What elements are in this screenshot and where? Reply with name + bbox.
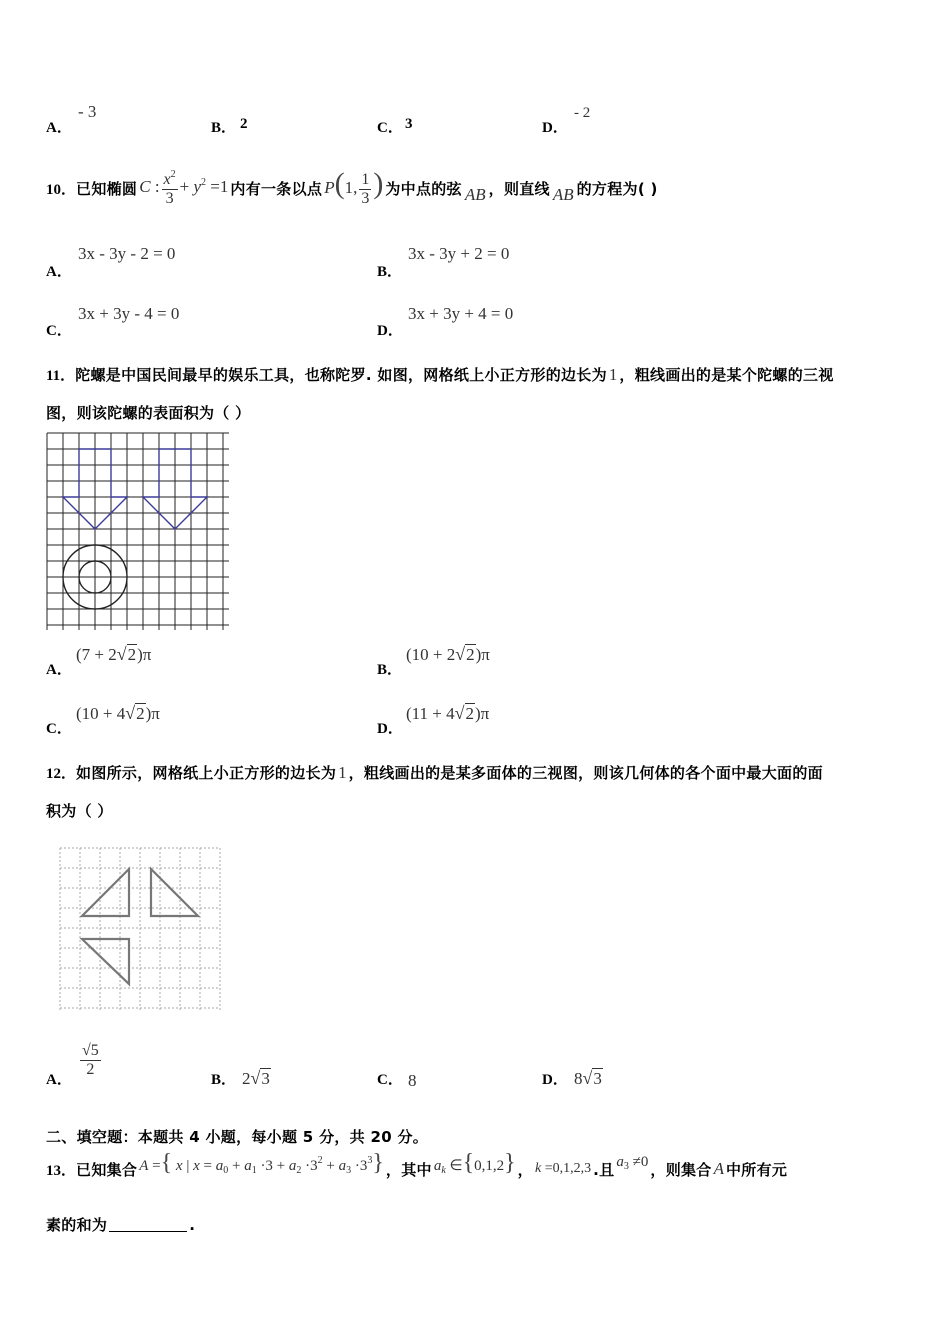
q10-option-c-label: C． xyxy=(46,323,72,339)
q11-option-d-post: )π xyxy=(475,703,490,723)
q10-option-d-expr: 3x + 3y + 4 = 0 xyxy=(408,304,514,323)
q12-option-d-pre: 8 xyxy=(574,1068,583,1088)
q13-text-1: 已知集合 xyxy=(76,1160,138,1179)
q12-stem-line-2: 积为（ ） xyxy=(46,802,113,820)
q13-answer-blank[interactable] xyxy=(109,1217,187,1232)
q13-number: 13． xyxy=(46,1162,77,1179)
q11-option-a-expr: (7 + 2 √ 2 )π xyxy=(76,644,152,664)
q9-option-a-label: A． xyxy=(46,120,72,136)
q9-option-a-value: - 3 xyxy=(78,102,97,121)
q11-text-1: 陀螺是中国民间最早的娱乐工具，也称陀罗. 如图，网格纸上小正方形的边长为 xyxy=(75,366,607,384)
q12-option-a-label: A． xyxy=(46,1072,72,1088)
q13-text-line-2: 素的和为 xyxy=(46,1216,108,1234)
q11-grid xyxy=(47,433,229,630)
q11-option-a-label: A． xyxy=(46,662,72,678)
q10-option-b-label: B． xyxy=(377,264,403,280)
q13-text-2: ，其中 xyxy=(385,1160,432,1179)
q11-text-1b: ，粗线画出的是某个陀螺的三视 xyxy=(619,366,834,384)
q10-number: 10． xyxy=(46,181,77,198)
q13-stem-line-1 xyxy=(46,1148,787,1190)
q9-option-c-label: C． xyxy=(377,120,403,136)
q12-option-d-label: D． xyxy=(542,1072,568,1088)
q12-option-b-pre: 2 xyxy=(242,1068,251,1088)
q13-coefficient-set: $a_k$ ∈{0,1,2} xyxy=(433,1149,516,1176)
q12-option-b-label: B． xyxy=(211,1072,237,1088)
q10-text-2: 内有一条以点 xyxy=(230,179,323,198)
q12-three-view-figure xyxy=(56,844,224,1014)
q13-text-4: .且 xyxy=(593,1160,615,1179)
q12-text-1b: ，粗线画出的是某多面体的三视图，则该几何体的各个面中最大面的面 xyxy=(348,764,823,782)
q10-option-c-expr: 3x + 3y - 4 = 0 xyxy=(78,304,180,323)
q12-side-view xyxy=(151,869,198,916)
q12-option-a-denominator: 2 xyxy=(86,1060,95,1078)
q11-option-b-radicand: 2 xyxy=(466,645,475,664)
section-2-heading: 二、填空题：本题共 4 小题，每小题 5 分，共 20 分。 xyxy=(46,1128,429,1146)
q13-condition: $a_3 \ne 0$ xyxy=(616,1154,649,1172)
q11-option-c-label: C． xyxy=(46,721,72,737)
q11-option-d-pre: (11 + 4 xyxy=(406,703,455,723)
q11-option-b-expr: (10 + 2 √ 2 )π xyxy=(406,644,490,664)
q11-unit-length: 1 xyxy=(608,364,618,384)
q11-option-b-label: B． xyxy=(377,662,403,678)
q11-stem-line-2: 图，则该陀螺的表面积为（ ） xyxy=(46,404,251,422)
q13-set-a-formula: A ={ x | $x = a_0 + a_1 \cdot 3 + a_2 \cdot 3^2 + a_3 \cdot 3^3$} xyxy=(139,1149,384,1176)
q10-text-4: ，则直线 xyxy=(488,179,550,198)
q10-chord-ab: AB xyxy=(464,185,486,204)
q11-stem-line-1 xyxy=(46,364,834,385)
q12-grid xyxy=(60,848,220,1010)
q10-line-ab: AB xyxy=(552,185,574,204)
q11-option-d-expr: (11 + 4 √ 2 )π xyxy=(406,703,490,723)
q10-option-d-label: D． xyxy=(377,323,403,339)
q9-option-c-value: 3 xyxy=(405,116,413,132)
q13-text-5: ，则集合 xyxy=(650,1160,712,1179)
q11-option-d-label: D． xyxy=(377,721,403,737)
q10-option-b-expr: 3x - 3y + 2 = 0 xyxy=(408,244,510,263)
q12-option-c-value: 8 xyxy=(408,1071,417,1090)
q12-front-view xyxy=(82,869,129,916)
q12-option-a-expr xyxy=(78,1042,103,1078)
q10-point-p: P(1, $\frac{1}{3}$ ) xyxy=(324,166,384,207)
q9-option-b-value: 2 xyxy=(240,116,248,132)
q13-stem-line-2 xyxy=(46,1214,195,1235)
q12-option-d-radicand: 3 xyxy=(593,1069,602,1088)
q12-option-b-expr: 2 √ 3 xyxy=(242,1068,270,1088)
q12-stem-line-1 xyxy=(46,762,823,783)
q11-option-c-pre: (10 + 4 xyxy=(76,703,126,723)
q12-unit-length: 1 xyxy=(338,762,347,782)
q13-text-6: 中所有元 xyxy=(725,1160,788,1179)
q12-text-1: 如图所示，网格纸上小正方形的边长为 xyxy=(76,764,337,782)
q13-set-name: A xyxy=(713,1159,724,1178)
q12-top-view xyxy=(82,939,129,984)
q12-option-c-label: C． xyxy=(377,1072,403,1088)
q9-option-d-value: - 2 xyxy=(574,105,591,121)
q13-text-3: ， xyxy=(517,1160,533,1179)
q12-option-d-expr: 8 √ 3 xyxy=(574,1068,602,1088)
q11-option-d-radicand: 2 xyxy=(465,704,475,723)
q11-option-b-pre: (10 + 2 xyxy=(406,644,456,664)
q12-option-b-radicand: 3 xyxy=(261,1069,270,1088)
q9-option-d-label: D． xyxy=(542,120,568,136)
q11-option-c-post: )π xyxy=(145,703,160,723)
q10-option-a-label: A． xyxy=(46,264,72,280)
q13-end-period: . xyxy=(189,1215,196,1234)
q11-option-c-expr: (10 + 4 √ 2 )π xyxy=(76,703,160,723)
q10-text-5: 的方程为( ) xyxy=(576,179,658,198)
q11-option-a-pre: (7 + 2 xyxy=(76,644,117,664)
q11-option-c-radicand: 2 xyxy=(136,704,145,723)
q11-option-b-post: )π xyxy=(475,644,490,664)
q11-option-a-post: )π xyxy=(137,644,152,664)
q11-three-view-figure xyxy=(44,430,232,634)
q10-stem xyxy=(46,160,658,216)
q10-ellipse-formula: C : $\frac{x^2}{3}$ + $y^2 =1$ xyxy=(139,168,229,207)
q10-option-a-expr: 3x - 3y - 2 = 0 xyxy=(78,244,176,263)
q9-option-b-label: B． xyxy=(211,120,237,136)
q11-option-a-radicand: 2 xyxy=(127,645,137,664)
q11-number: 11． xyxy=(46,368,76,384)
q13-index-range: k =0,1,2,3 xyxy=(534,1161,592,1176)
q12-option-a-numerator: √5 xyxy=(82,1042,99,1059)
q12-number: 12． xyxy=(46,766,77,782)
q10-text-3: 为中点的弦 xyxy=(385,179,462,198)
q10-text-1: 已知椭圆 xyxy=(76,179,138,198)
